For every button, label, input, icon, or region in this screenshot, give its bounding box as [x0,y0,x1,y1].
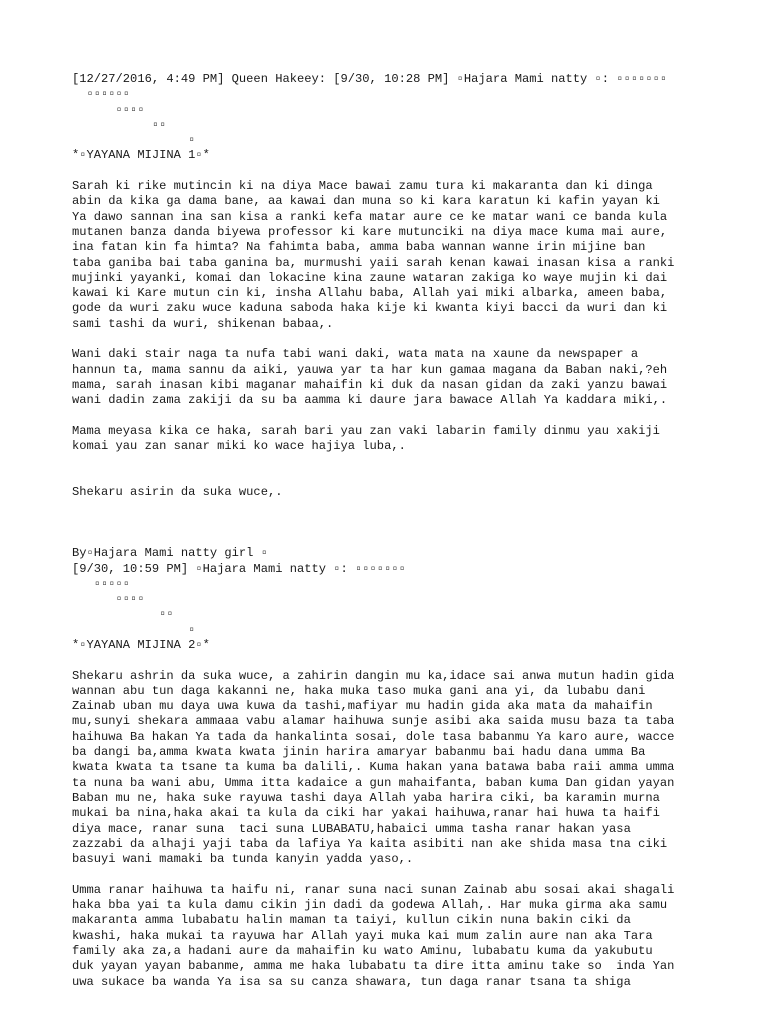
paragraph [72,347,712,408]
text-line: taba ganiba bai taba ganina ba, murmushi yaii sarah kenan kawai inasan kisa a ranki [72,255,675,270]
emoji-row: ▫ [72,622,196,637]
text-line: haihuwa Ba hakan Ya tada da hankalinta sosai, dole tasa babanmu Ya karo aure, wacce [72,729,675,744]
text-line: Shekaru ashrin da suka wuce, a zahirin dangin mu ka,idace sai anwa mutun hadin gida [72,668,675,683]
chat-header-line: [12/27/2016, 4:49 PM] Queen Hakeey: [9/30, 10:28 PM] ▫Hajara Mami natty ▫: ▫▫▫▫▫▫▫ [72,72,668,86]
text-line: Zainab uban mu daya uwa kuwa da tashi,mafiyar mu hadin gida aka mata da mahaifin [72,699,653,714]
text-line: komai yau zan sanar miki ko wace hajiya luba,. [72,439,406,454]
text-line: gode da wuri zaku wuce kaduna saboda haka kije ki kwanta kiyi bacci da wuri dan ki [72,301,668,316]
paragraph [72,179,712,332]
text-line: Umma ranar haihuwa ta haifu ni, ranar suna naci sunan Zainab abu sosai akai shagali [72,882,675,897]
text-line: zazzabi da alhaji yaji taba da lafiya Ya kaita asibiti nan ake shida masa tna ciki [72,836,668,851]
chat-header-line: [9/30, 10:59 PM] ▫Hajara Mami natty ▫: ▫▫▫▫▫▫▫ [72,561,406,576]
text-line: makaranta amma lubabatu halin maman ta taiyi, kullun cikin nuna bakin ciki da [72,913,631,928]
emoji-row: ▫▫ [72,607,174,622]
text-line: family aka za,a hadani aure da mahaifin ku wato Aminu, lubabatu kuma da yakubutu [72,943,653,958]
text-line: kwashi, haka mukai ta rayuwa har Allah yayi muka kai mum zalin aure nan aka Tara [72,928,653,943]
emoji-row: ▫▫▫▫ [72,102,145,117]
emoji-row: ▫ [72,133,196,148]
text-line: diya mace, ranar suna taci suna LUBABATU,habaici umma tasha ranar hakan yasa [72,821,631,836]
text-line: mu,sunyi shekara ammaaa vabu alamar haihuwa sunje asibi aka saida musu baza ta taba [72,714,675,729]
text-line: mutanen banza danda biyewa professor ki kare mutunciki na diya mace kuma mai aure, [72,224,668,239]
text-line: wannan abu tun daga kakanni ne, haka muka taso muka gani ana yi, da lubabu dani [72,683,646,698]
text-line: ba dangi ba,amma kwata kwata jinin harira amaryar babanmu bai hadu dana umma Ba [72,745,646,760]
text-line: Sarah ki rike mutincin ki na diya Mace bawai zamu tura ki makaranta dan ki dinga [72,179,653,194]
text-line: uwa sukace ba wanda Ya isa sa su canza shawara, tun daga ranar tsana ta shiga [72,974,631,989]
text-line: ina fatan kin fa himta? Na fahimta baba, amma baba wannan wanne irin mijine ban [72,240,646,255]
chapter-title: *▫YAYANA MIJINA 1▫* [72,148,210,163]
emoji-row: ▫▫ [72,117,167,132]
text-line: duk yayan yayan babanme, amma me haka lubabatu ta dire itta aminu take so inda Yan [72,959,675,974]
text-line: kawai ki Kare mutun cin ki, insha Allahu baba, Allah yai miki albarka, ameen baba, [72,286,668,301]
byline: By▫Hajara Mami natty girl ▫ [72,546,268,561]
text-line: mukai ba nina,haka akai ta kula da ciki har yakai haihuwa,ranar hai huwa ta haifi [72,806,660,821]
paragraph [72,669,712,868]
text-line: Mama meyasa kika ce haka, sarah bari yau zan vaki labarin family dinmu yau xakiji [72,423,660,438]
decorative-emoji-block [72,577,712,638]
paragraph [72,883,712,990]
text-line: hannun ta, mama sannu da aiki, yauwa yar ta har kun gamaa magana da Baban naki,?eh [72,362,668,377]
emoji-row: ▫▫▫▫▫▫ [72,87,131,102]
text-line: mujinki yayanki, komai dan lokacine kina zaune wataran zakiga ko waye mujin ki dai [72,270,668,285]
text-line: abin da kika ga dama bane, aa kawai dan muna so ki kara karatun ki kafin yayan ki [72,194,660,209]
text-line: haka bba yai ta kula damu cikin jin dadi da godewa Allah,. Har muka girma aka samu [72,898,668,913]
text-line: Shekaru asirin da suka wuce,. [72,485,283,500]
text-line: wani dadin zama zakiji da su ba aamma ki daure jara bawace Allah Ya kaddara miki,. [72,393,668,408]
decorative-emoji-block [72,87,712,148]
text-line: basuyi wani mamaki ba tunda kanyin yadda yaso,. [72,852,414,867]
paragraph [72,424,712,455]
text-line: Baban mu ne, haka suke rayuwa tashi daya Allah yaba harira ciki, ba karamin murna [72,790,660,805]
document-page [72,72,712,990]
text-line: kwata kwata ta tsane ta kuma ba dalili,. Kuma hakan yana batawa baba raii amma umma [72,760,675,775]
emoji-row: ▫▫▫▫▫ [72,576,131,591]
text-line: mama, sarah inasan kibi maganar mahaifin ki duk da nasan gidan da zaki yanzu bawai [72,377,668,392]
text-line: Wani daki stair naga ta nufa tabi wani daki, wata mata na xaune da newspaper a [72,347,639,362]
emoji-row: ▫▫▫▫ [72,592,145,607]
text-line: Ya dawo sannan ina san kisa a ranki kefa matar aure ce ke matar wani ce banda kula [72,209,668,224]
chapter-title: *▫YAYANA MIJINA 2▫* [72,637,210,652]
text-line: sami tashi da wuri, shikenan babaa,. [72,316,334,331]
text-line: ta nuna ba wani abu, Umma itta kadaice a gun mahaifanta, baban kuma Dan gidan yayan [72,775,675,790]
